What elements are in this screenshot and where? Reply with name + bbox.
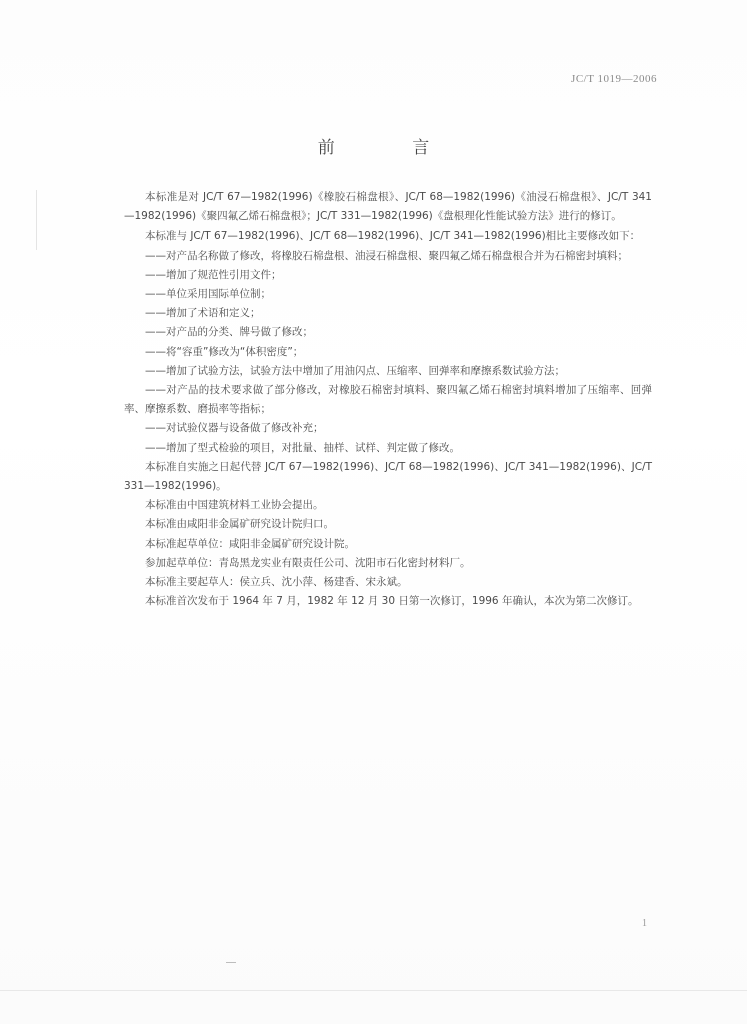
change-item-bulk-density: ——将“容重”修改为“体积密度”； [145, 345, 304, 358]
paragraph-release-history: 本标准首次发布于 1964 年 7 月，1982 年 12 月 30 日第一次修订，1996 年确认，本次为第二次修订。 [145, 595, 639, 608]
change-item-classification: ——对产品的分类、牌号做了修改； [145, 326, 313, 339]
paragraph-drafting-unit: 本标准起草单位：咸阳非金属矿研究设计院。 [145, 537, 355, 550]
change-item-test-equipment: ——对试验仪器与设备做了修改补充； [145, 422, 324, 435]
page-title: 前 言 [317, 138, 466, 158]
change-item-type-inspection: ——增加了型式检验的项目，对批量、抽样、试样、判定做了修改。 [145, 441, 460, 454]
paragraph-main-drafters: 本标准主要起草人：侯立兵、沈小萍、杨建香、宋永斌。 [145, 576, 408, 589]
change-item-normative-references: ——增加了规范性引用文件； [145, 268, 282, 281]
foreword-body [124, 188, 652, 611]
paragraph-replaces-standards: 本标准自实施之日起代替 JC/T 67—1982(1996)、JC/T 68—1982(1996)、JC/T 341—1982(1996)、JC/T 331—1982(1996)。 [124, 460, 652, 493]
change-item-product-name: ——对产品名称做了修改，将橡胶石棉盘根、油浸石棉盘根、聚四氟乙烯石棉盘根合并为石棉密封填料； [145, 249, 628, 262]
change-item-technical-requirements: ——对产品的技术要求做了部分修改，对橡胶石棉密封填料、聚四氟乙烯石棉密封填料增加了压缩率、回弹率、摩擦系数、磨损率等指标； [124, 384, 652, 416]
change-item-terms-definitions: ——增加了术语和定义； [145, 307, 261, 320]
paragraph-revision-scope: 本标准是对 JC/T 67—1982(1996)《橡胶石棉盘根》、JC/T 68—1982(1996)《油浸石棉盘根》、JC/T 341—1982(1996)《聚四氟乙烯石棉盘根》；JC/T 331—1982(1996)《盘根理化性能试验方法》进行的修订。 [124, 191, 652, 223]
scan-gutter-mark [36, 190, 37, 250]
document-code: JC/T 1019—2006 [571, 73, 657, 85]
paragraph-participating-units: 参加起草单位：青岛黑龙实业有限责任公司、沈阳市石化密封材料厂。 [145, 556, 471, 569]
scan-dash-mark [226, 962, 236, 963]
paragraph-main-changes-intro: 本标准与 JC/T 67—1982(1996)、JC/T 68—1982(1996)、JC/T 341—1982(1996)相比主要修改如下： [145, 230, 641, 243]
change-item-test-methods: ——增加了试验方法，试验方法中增加了用油闪点、压缩率、回弹率和摩擦系数试验方法； [145, 364, 565, 377]
change-item-si-units: ——单位采用国际单位制； [145, 288, 271, 301]
page-number: 1 [642, 918, 647, 929]
paragraph-centralized-by: 本标准由咸阳非金属矿研究设计院归口。 [145, 518, 334, 531]
paragraph-proposed-by: 本标准由中国建筑材料工业协会提出。 [145, 499, 324, 512]
scan-bottom-edge [0, 990, 747, 991]
